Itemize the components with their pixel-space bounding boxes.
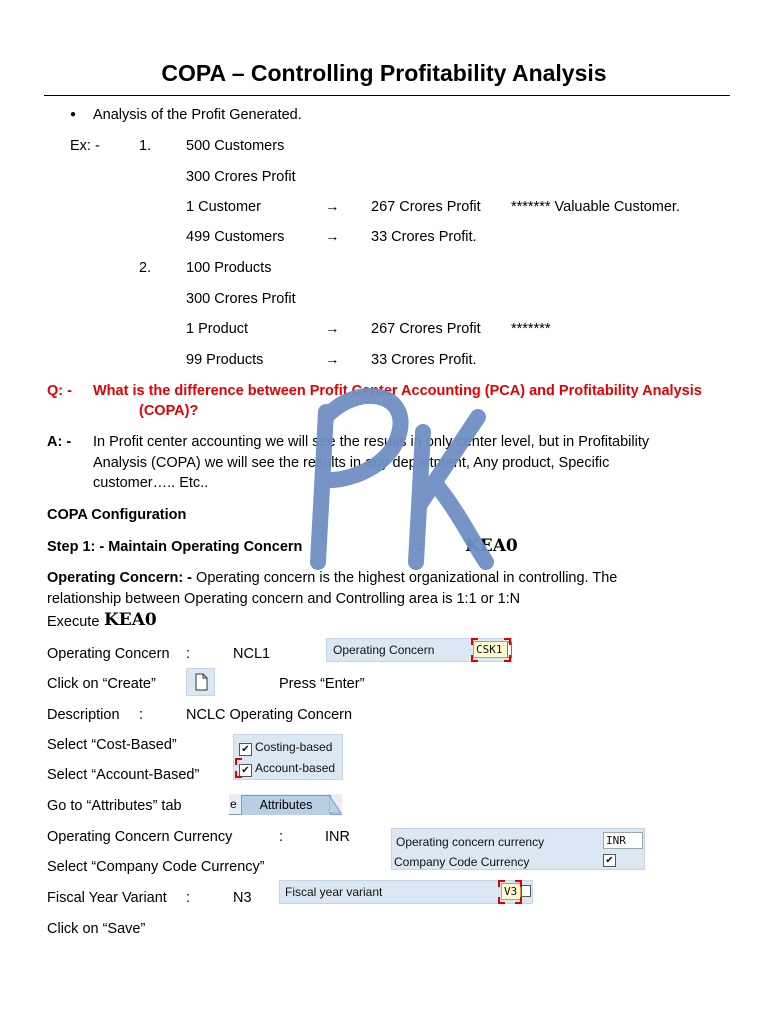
example-row: 100 Products	[186, 260, 272, 276]
example-row: 1 Customer	[186, 199, 261, 215]
execute-tcode: KEA0	[104, 610, 157, 630]
step-line: Operating Concern	[47, 646, 170, 662]
question-line: What is the difference between Profit Center Accounting (PCA) and Profitability Analysis	[93, 383, 702, 399]
step-line: Operating Concern Currency	[47, 829, 233, 845]
section-heading: COPA Configuration	[47, 507, 187, 523]
fy-variant-label: Fiscal year variant	[285, 885, 383, 899]
highlight-corner	[498, 880, 505, 887]
example-row: 33 Crores Profit.	[371, 229, 477, 245]
example-row: 300 Crores Profit	[186, 291, 296, 307]
step-line: Press “Enter”	[279, 676, 365, 692]
create-button[interactable]	[186, 668, 215, 696]
title-rule	[44, 95, 730, 96]
step-line: Click on “Create”	[47, 676, 156, 692]
bullet-text: Analysis of the Profit Generated.	[93, 107, 302, 123]
example-number-1: 1.	[139, 138, 152, 154]
example-row: 33 Crores Profit.	[371, 352, 477, 368]
checkmark-icon: ✔	[239, 764, 252, 777]
step-line: Select “Account-Based”	[47, 767, 200, 783]
question-line: (COPA)?	[139, 403, 199, 419]
execute-label: Execute	[47, 614, 100, 630]
example-row: 499 Customers	[186, 229, 285, 245]
definition-line: relationship between Operating concern and Controlling area is 1:1 or 1:N	[47, 591, 521, 607]
step-line: Go to “Attributes” tab	[47, 798, 182, 814]
example-row: ******* Valuable Customer.	[511, 199, 680, 215]
costing-based-label: Costing-based	[255, 740, 333, 754]
account-based-checkbox[interactable]	[239, 761, 335, 777]
answer-label: A: -	[47, 434, 72, 450]
highlight-corner	[235, 758, 242, 765]
account-based-label: Account-based	[255, 761, 336, 775]
fy-variant-input[interactable]: V3	[501, 883, 521, 900]
company-code-currency-checkbox[interactable]: ✔	[603, 854, 616, 867]
oc-currency-input[interactable]: INR	[603, 832, 643, 849]
tab-attributes[interactable]: Attributes	[241, 795, 331, 815]
tab-strip	[229, 794, 342, 815]
example-row: 99 Products	[186, 352, 264, 368]
highlight-corner	[504, 655, 511, 662]
step-colon: :	[186, 646, 191, 662]
watermark-logo	[288, 372, 498, 572]
answer-line: Analysis (COPA) we will see the results in any department, Any product, Specific	[93, 455, 610, 471]
highlight-corner	[504, 638, 511, 645]
step-colon: :	[418, 539, 423, 555]
highlight-corner	[471, 655, 478, 662]
checkmark-icon: ✔	[239, 743, 252, 756]
oc-field-panel	[326, 638, 512, 662]
tcode: KEA0	[465, 536, 518, 556]
tab-edge-icon	[329, 794, 342, 814]
definition-term: Operating Concern: -	[47, 570, 193, 586]
tab-previous[interactable]: e	[230, 797, 237, 811]
example-number-2: 2.	[139, 260, 152, 276]
costing-based-checkbox[interactable]	[239, 740, 332, 756]
step-value: N3	[233, 890, 252, 906]
answer-line: customer….. Etc..	[93, 475, 209, 491]
question-label: Q: -	[47, 383, 72, 399]
example-row: 300 Crores Profit	[186, 169, 296, 185]
highlight-corner	[515, 880, 522, 887]
example-row: 267 Crores Profit	[371, 199, 481, 215]
step-line: Select “Cost-Based”	[47, 737, 177, 753]
step-value: NCL1	[233, 646, 271, 662]
example-row: 500 Customers	[186, 138, 285, 154]
oc-currency-label: Operating concern currency	[396, 835, 545, 849]
arrow-icon: →	[325, 321, 340, 337]
highlight-corner	[235, 771, 242, 778]
arrow-icon: →	[325, 352, 340, 368]
example-row: *******	[511, 321, 551, 337]
highlight-corner	[471, 638, 478, 645]
arrow-icon: →	[325, 229, 340, 245]
example-label: Ex: -	[70, 138, 100, 154]
oc-field-input[interactable]: CSK1	[473, 641, 509, 658]
step-line: Description	[47, 707, 120, 723]
step-line: Select “Company Code Currency”	[47, 859, 265, 875]
highlight-corner	[515, 897, 522, 904]
costing-panel	[233, 734, 343, 780]
step-value: INR	[325, 829, 350, 845]
step-colon: :	[279, 829, 284, 845]
search-help-icon[interactable]	[521, 885, 531, 897]
step-line: Click on “Save”	[47, 921, 146, 937]
answer-line: In Profit center accounting we will see the results in only center level, but in Profitability	[93, 434, 650, 450]
create-document-icon	[187, 669, 214, 695]
step-value: NCLC Operating Concern	[186, 707, 353, 723]
example-row: 267 Crores Profit	[371, 321, 481, 337]
example-row: 1 Product	[186, 321, 249, 337]
currency-panel	[391, 828, 645, 870]
fy-variant-panel	[279, 880, 533, 904]
arrow-icon: →	[325, 199, 340, 215]
definition-text: Operating concern is the highest organizational in controlling. The	[192, 570, 618, 586]
step-heading: Step 1: - Maintain Operating Concern	[47, 539, 303, 555]
highlight-corner	[498, 897, 505, 904]
company-code-currency-label: Company Code Currency	[394, 855, 530, 869]
page-title: COPA – Controlling Profitability Analysis	[161, 60, 607, 86]
oc-field-label: Operating Concern	[333, 643, 435, 657]
step-line: Fiscal Year Variant	[47, 890, 167, 906]
bullet-dot: ●	[70, 109, 77, 120]
step-colon: :	[139, 707, 144, 723]
step-colon: :	[186, 890, 191, 906]
